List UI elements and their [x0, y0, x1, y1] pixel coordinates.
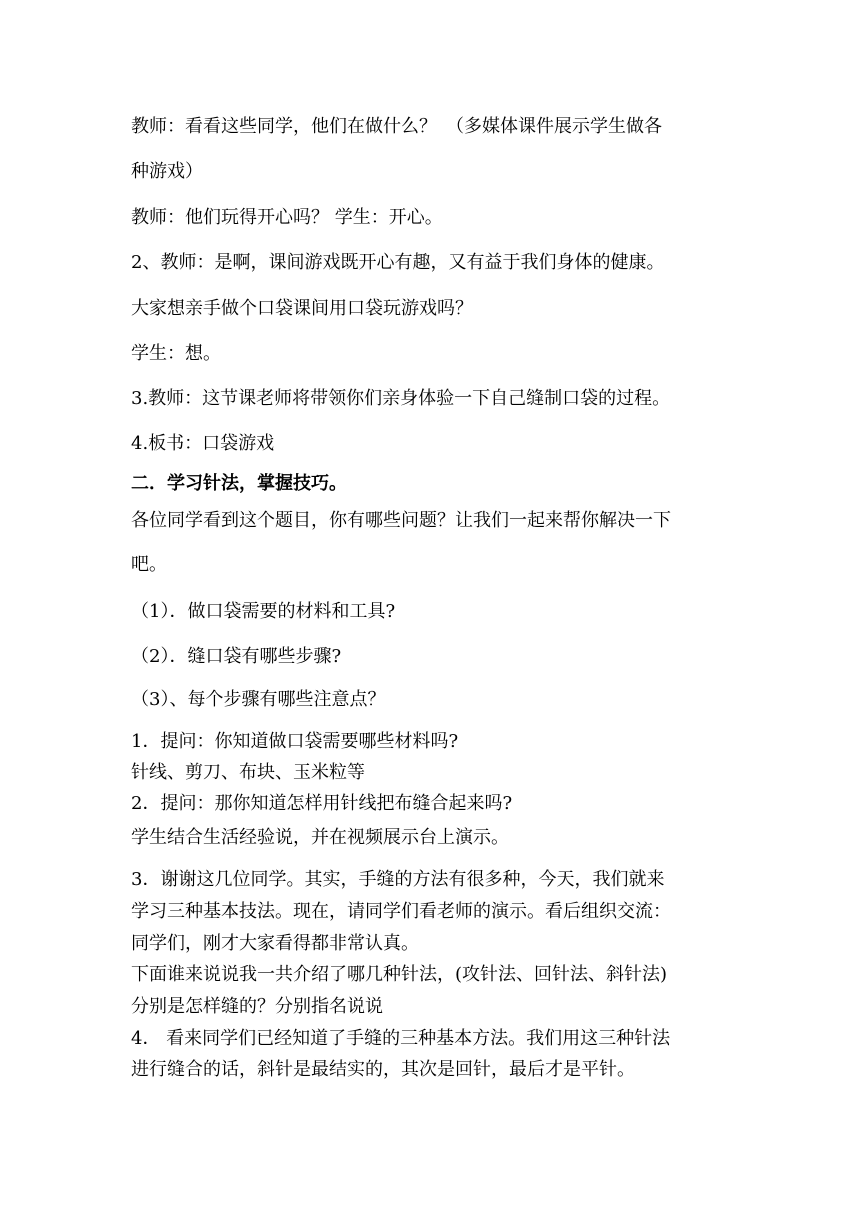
text-line: 学生结合生活经验说，并在视频展示台上演示。 [131, 827, 509, 848]
text-line: 2、教师：是啊，课间游戏既开心有趣，又有益于我们身体的健康。 [131, 252, 665, 273]
text-line: 2．提问：那你知道怎样用针线把布缝合起来吗? [131, 793, 513, 814]
text-line: （1）．做口袋需要的材料和工具? [131, 601, 396, 622]
text-line: （3）、每个步骤有哪些注意点？ [131, 689, 386, 710]
text-line: 各位同学看到这个题目，你有哪些问题？让我们一起来帮你解决一下 [131, 510, 671, 531]
text-line: 4.板书：口袋游戏 [131, 433, 275, 454]
section-heading: 二．学习针法，掌握技巧。 [131, 473, 347, 494]
text-line: 4． 看来同学们已经知道了手缝的三种基本方法。我们用这三种针法 [131, 1028, 671, 1049]
text-line: 教师：他们玩得开心吗？ 学生：开心。 [131, 207, 443, 228]
text-line: 学生：想。 [131, 343, 221, 364]
text-line: 3．谢谢这几位同学。其实，手缝的方法有很多种，今天，我们就来 [131, 869, 665, 890]
text-line: 种游戏） [131, 161, 203, 182]
text-line: 1．提问：你知道做口袋需要哪些材料吗? [131, 731, 459, 752]
text-line: 教师：看看这些同学，他们在做什么？ （多媒体课件展示学生做各 [131, 116, 662, 137]
text-line: 下面谁来说说我一共介绍了哪几种针法，(攻针法、回针法、斜针法) [131, 964, 668, 985]
text-line: 针线、剪刀、布块、玉米粒等 [131, 762, 365, 783]
text-line: （2）．缝口袋有哪些步骤? [131, 646, 342, 667]
text-line: 同学们，刚才大家看得都非常认真。 [131, 933, 419, 954]
text-line: 3.教师：这节课老师将带领你们亲身体验一下自己缝制口袋的过程。 [131, 388, 671, 409]
text-line: 学习三种基本技法。现在，请同学们看老师的演示。看后组织交流： [131, 901, 671, 922]
text-line: 大家想亲手做个口袋课间用口袋玩游戏吗？ [131, 298, 473, 319]
text-line: 吧。 [131, 554, 167, 575]
text-line: 进行缝合的话，斜针是最结实的，其次是回针，最后才是平针。 [131, 1059, 635, 1080]
text-line: 分别是怎样缝的？分别指名说说 [131, 996, 383, 1017]
